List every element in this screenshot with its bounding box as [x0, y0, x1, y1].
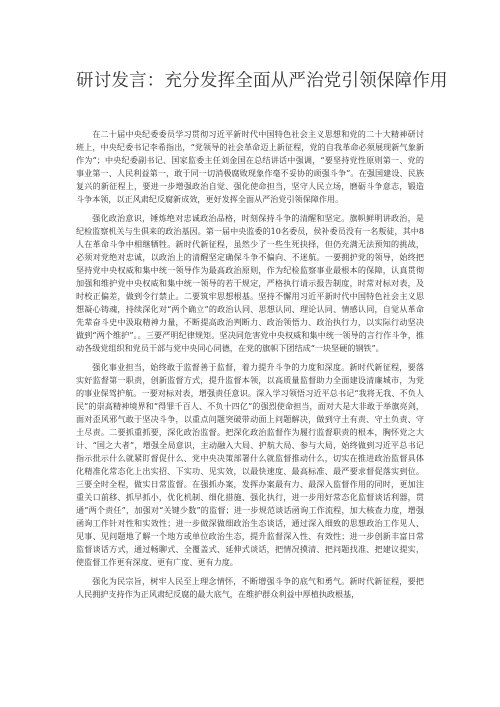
- paragraph-3: 强化事业担当，始终敢于监督善于监督，着力提升斗争的力度和深度。新时代新征程，要落实好监督第一职责，创新监督方式，提升监督本领，以高质量监督助力全面建设清廉城市，为党的事业保驾护航。一要对标对表，增强责任意识。深入学习领悟习近平总书记“我将无我、不负人民”的崇高精神境界和“得罪千百人、不负十四亿”的强烈使命担当，面对大是大非敢于举旗亮剑，面对歪风邪气敢于坚决斗争，以重点问题突破带动面上问题解决，做到守土有责、守土负责、守土尽责。二要抓重抓要，深化政治监督。把深化政治监督作为履行监督职责的根本，胸怀党之大计、“国之大者”，增强全局意识，主动融入大局、护航大局、参与大局，始终做到习近平总书记指示批示什么就紧盯督促什么、党中央决策部署什么就监督推动什么，切实在推进政治监督具体化精准化常态化上出实招、下实功、见实效，以最快速度、最高标准、最严要求督促落实到位。三要全时全程，做实日常监督。在强抓办案，发挥办案最有力、最深入监督作用的同时，更加注重关口前移、抓早抓小，优化机制、细化措施、强化执行，进一步用好常态化监督谈话利器，贯通“两个责任”，加强对“关键少数”的监督；进一步规范谈话函询工作流程，加大核查力度，增强函询工作针对性和实效性；进一步做深做细政治生态谈话，通过深入细致的思想政治工作见人、见事、见问题地了解一个地方或单位政治生态，提升监督深入性、有效性；进一步创新丰富日常监督谈话方式，通过畅聊式、全覆盖式、延伸式谈话，把情况摸清、把问题找准、把建议提实，使监督工作更有深度、更有广度、更有力度。: [76, 362, 424, 567]
- page-title: 研讨发言：充分发挥全面从严治党引领保障作用: [76, 71, 448, 91]
- document-body: [76, 128, 424, 607]
- paragraph-4: 强化为民宗旨，树牢人民至上理念情怀，不断增强斗争的底气和勇气。新时代新征程，要把人民拥护支持作为正风肃纪反腐的最大底气，在维护群众利益中厚植执政根基，: [76, 576, 424, 599]
- paragraph-2: 强化政治意识，锤炼绝对忠诚政治品格，时刻保持斗争的清醒和坚定。旗帜鲜明讲政治，是纪检监察机关与生俱来的政治基因。第一届中央监委的10名委员，侯补委员没有一名叛徒，其中8人在革命斗争中相继牺牲。新时代新征程，虽然少了一些生死抉择，但仍充满无法预知的挑战，必须对党绝对忠诚，以政治上的清醒坚定确保斗争不偏向、不迷航。一要拥护党的领导，始终把坚持党中央权威和集中统一领导作为最高政治原则，作为纪检监察事业最根本的保障，认真贯彻加强和维护党中央权威和集中统一领导的若干规定，严格执行请示报告制度，时常对标对表，及时校正偏差，做到令行禁止。二要筑牢思想根基。坚持不懈用习近平新时代中国特色社会主义思想凝心铸魂，持续深化对“两个确立”的政治认同、思想认同、理论认同、情感认同，自觉从革命先辈奋斗史中汲取精神力量，不断提高政治判断力、政治领悟力、政治执行力，以实际行动坚决做到“两个维护”。。三要严明纪律规矩。坚决同危害党中央权威和集中统一领导的言行作斗争，推动各级党组织和党员干部与党中央同心同德，在党的旗帜下团结成“一块坚硬的钢铁”。: [76, 213, 424, 353]
- paragraph-1: 在二十届中央纪委委员学习贯彻习近平新时代中国特色社会主义思想和党的二十大精神研讨班上，中央纪委书记李希指出，“党领导的社会革命迈上新征程，党的自我革命必须展现新气象新作为”；中央纪委副书记、国家监委主任刘金国在总结讲话中强调，“要坚持党性原则第一、党的事业第一、人民利益第一，敢于同一切消极腐败现象作毫不妥协的顽强斗争”。在强国建设、民族复兴的新征程上，要进一步增强政治自觉、强化使命担当，坚守人民立场，磨砺斗争意志，锻造斗争本领，以正风肃纪反腐新成效，更好发挥全面从严治党引领保障作用。: [76, 129, 424, 204]
